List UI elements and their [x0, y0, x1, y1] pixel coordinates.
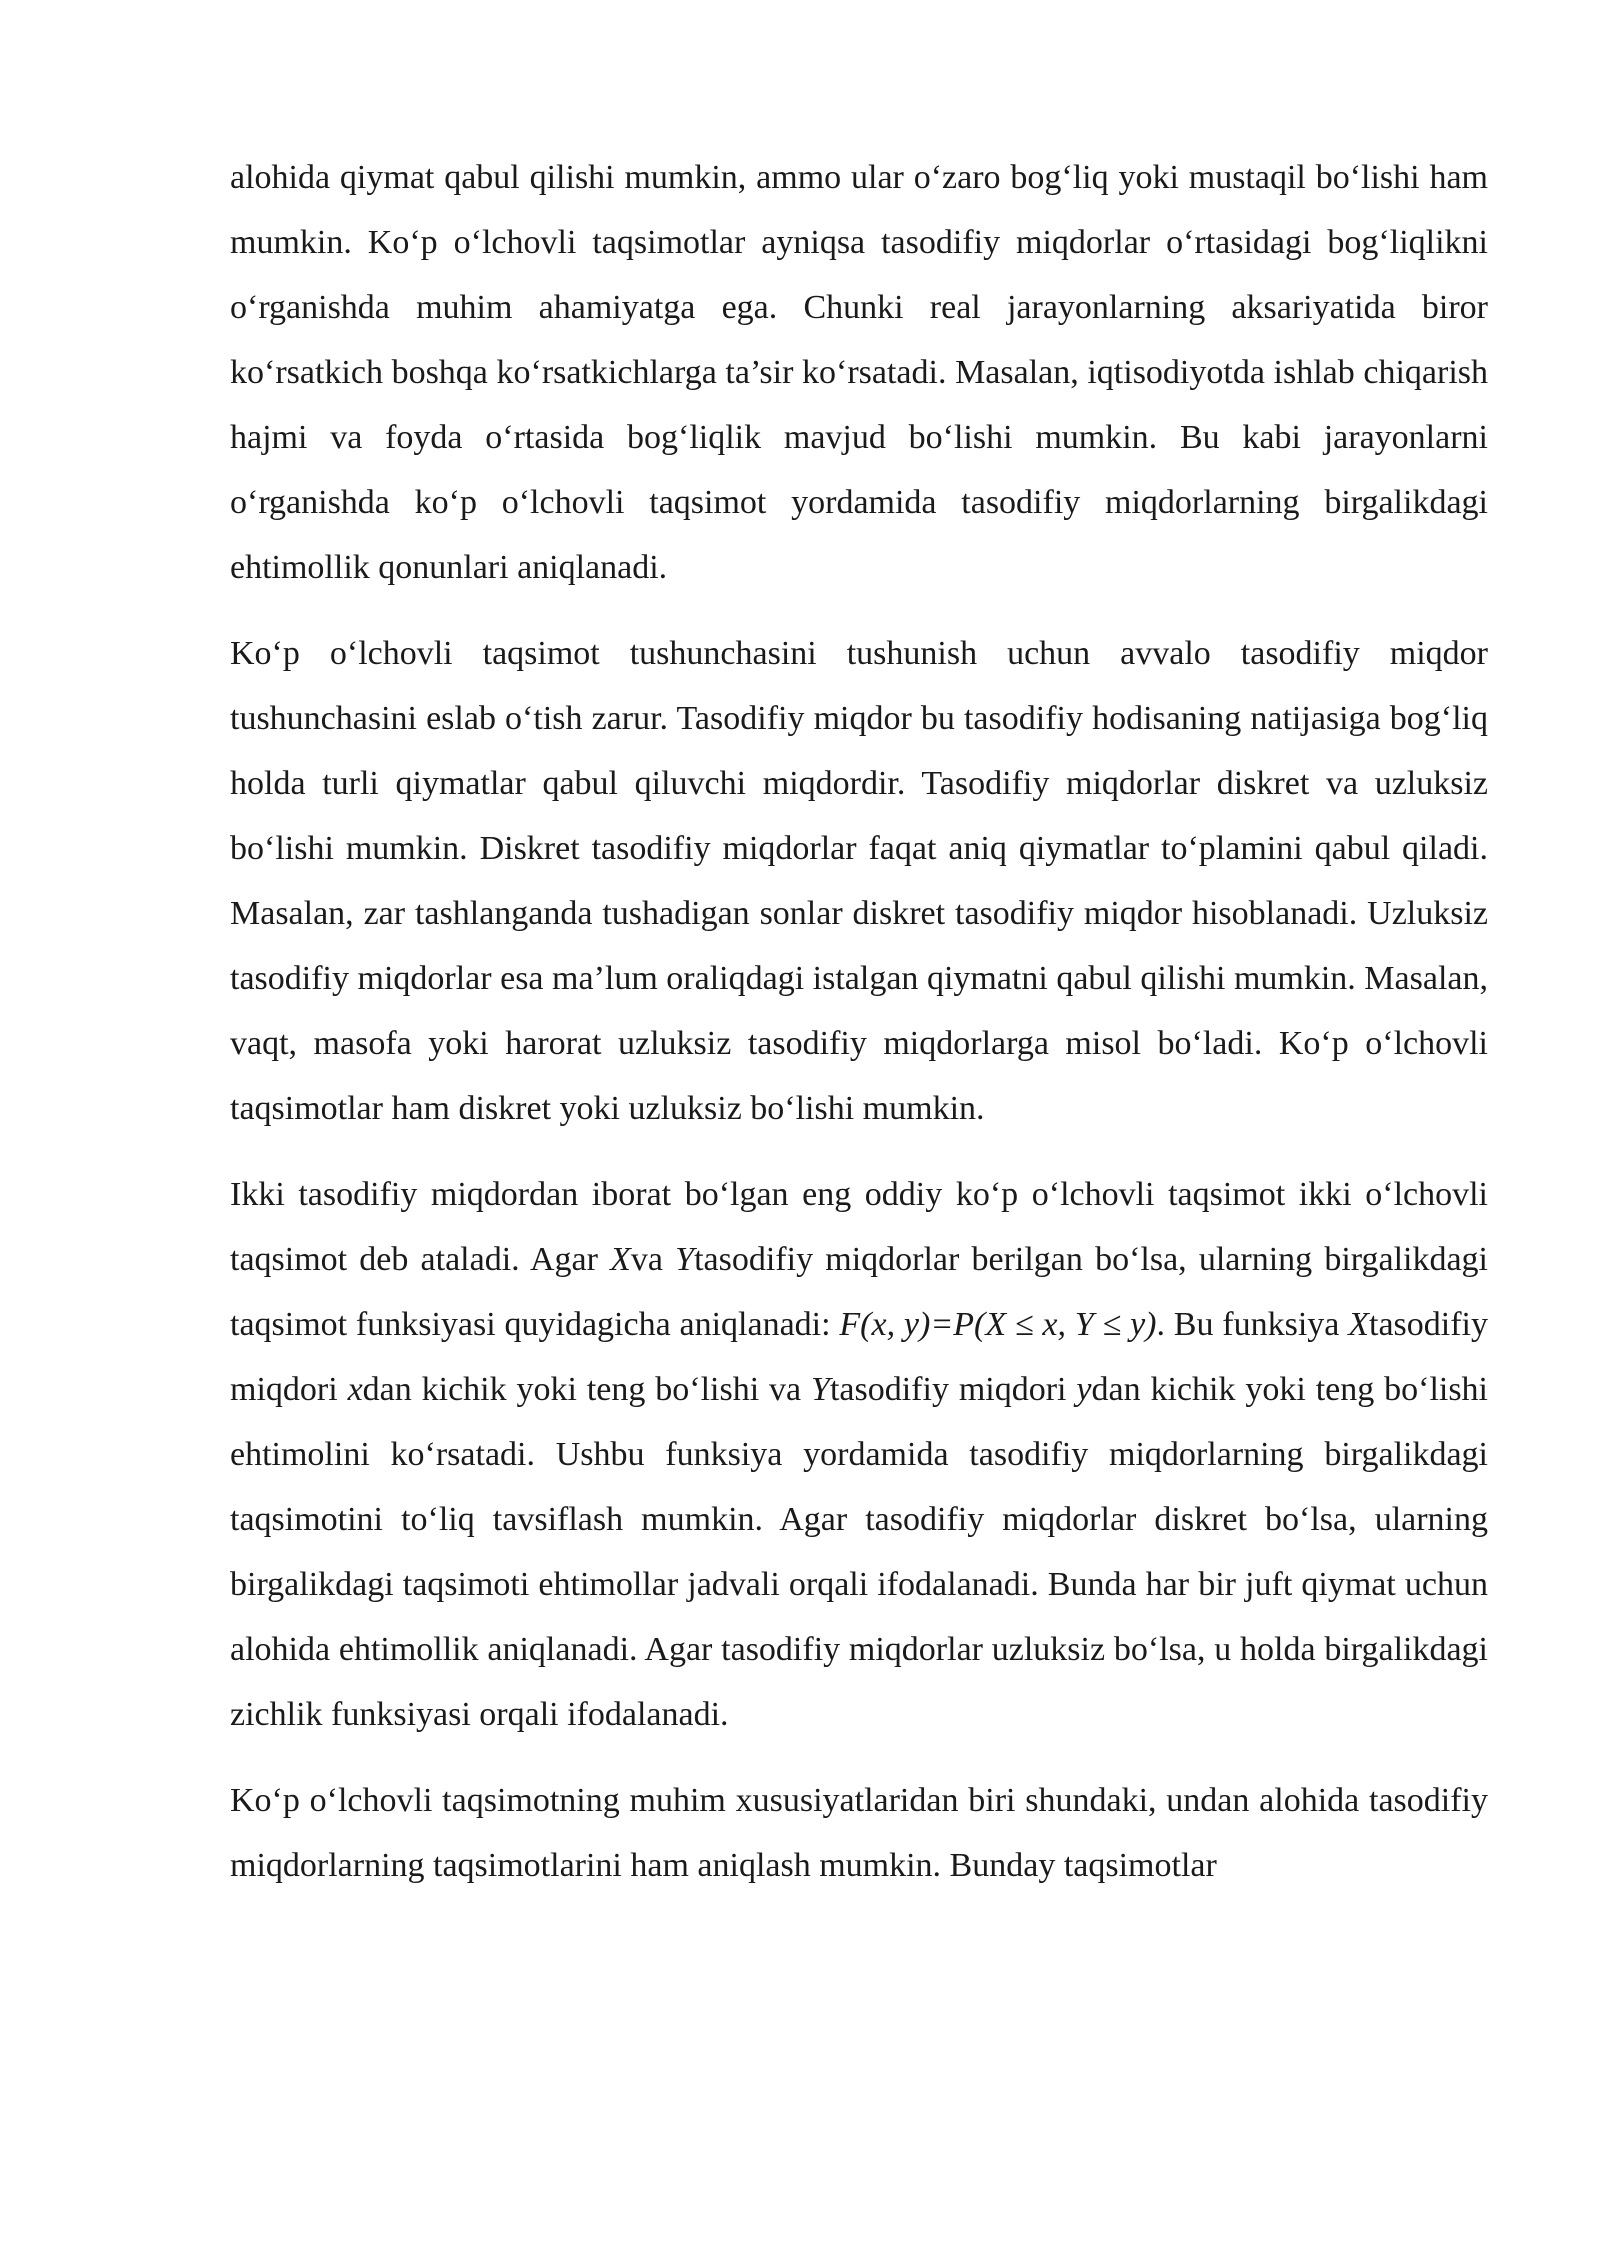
math-variable-Y: Y [811, 1371, 830, 1408]
document-page [230, 145, 1488, 1919]
formula-joint-distribution-function: F(x, y)=P(X ≤ x, Y ≤ y) [839, 1306, 1157, 1343]
paragraph-3-text: dan kichik yoki teng bo‘lishi va [362, 1371, 812, 1408]
paragraph-4: Ko‘p o‘lchovli taqsimotning muhim xususiyatlaridan biri shundaki, undan alohida tasodifiy miqdorlarning taqsimotlarini ham aniqlash mumkin. Bunday taqsimotlar [230, 1782, 1488, 1884]
paragraph-3-text: va [630, 1241, 676, 1278]
math-variable-X: X [1348, 1306, 1370, 1343]
paragraph-3 [230, 1162, 1488, 1747]
paragraph-3-text: dan kichik yoki teng bo‘lishi ehtimolini ko‘rsatadi. Ushbu funksiya yordamida tasodifiy miqdorlarning birgalikdagi taqsimotini to‘liq tavsiflash mumkin. Agar tasodifiy miqdorlar diskret bo‘lsa, ularning birgalikdagi taqsimoti ehtimollar jadvali orqali ifodalanadi. Bunda har bir juft qiymat uchun alohida ehtimollik aniqlanadi. Agar tasodifiy miqdorlar uzluksiz bo‘lsa, u holda birgalikdagi zichlik funksiyasi orqali ifodalanadi. [230, 1371, 1489, 1733]
math-variable-X: X [610, 1241, 631, 1278]
paragraph-2: Ko‘p o‘lchovli taqsimot tushunchasini tushunish uchun avvalo tasodifiy miqdor tushunchasini eslab o‘tish zarur. Tasodifiy miqdor bu tasodifiy hodisaning natijasiga bog‘liq holda turli qiymatlar qabul qiluvchi miqdordir. Tasodifiy miqdorlar diskret va uzluksiz bo‘lishi mumkin. Diskret tasodifiy miqdorlar faqat aniq qiymatlar to‘plamini qabul qiladi. Masalan, zar tashlanganda tushadigan sonlar diskret tasodifiy miqdor hisoblanadi. Uzluksiz tasodifiy miqdorlar esa ma’lum oraliqdagi istalgan qiymatni qabul qilishi mumkin. Masalan, vaqt, masofa yoki harorat uzluksiz tasodifiy miqdorlarga misol bo‘ladi. Ko‘p o‘lchovli taqsimotlar ham diskret yoki uzluksiz bo‘lishi mumkin. [230, 635, 1488, 1127]
paragraph-3-text: Ikki tasodifiy miqdordan iborat bo‘lgan eng oddiy ko‘p o‘lchovli taqsimot ikki o‘lchovli taqsimot deb ataladi. Agar [230, 1176, 1488, 1278]
paragraph-3-text: tasodifiy miqdori [829, 1371, 1077, 1408]
math-variable-Y: Y [675, 1241, 695, 1278]
paragraph-3-text: tasodifiy miqdorlar berilgan bo‘lsa, ularning birgalikdagi taqsimot funksiyasi quyidagicha aniqlanadi: [230, 1241, 1489, 1343]
math-variable-y: y [1076, 1371, 1092, 1408]
math-variable-x: x [347, 1371, 363, 1408]
paragraph-3-text: tasodifiy miqdori [230, 1306, 1488, 1408]
paragraph-1: alohida qiymat qabul qilishi mumkin, ammo ular o‘zaro bog‘liq yoki mustaqil bo‘lishi ham mumkin. Ko‘p o‘lchovli taqsimotlar ayniqsa tasodifiy miqdorlar o‘rtasidagi bog‘liqlikni o‘rganishda muhim ahamiyatga ega. Chunki real jarayonlarning aksariyatida biror ko‘rsatkich boshqa ko‘rsatkichlarga ta’sir ko‘rsatadi. Masalan, iqtisodiyotda ishlab chiqarish hajmi va foyda o‘rtasida bog‘liqlik mavjud bo‘lishi mumkin. Bu kabi jarayonlarni o‘rganishda ko‘p o‘lchovli taqsimot yordamida tasodifiy miqdorlarning birgalikdagi ehtimollik qonunlari aniqlanadi. [230, 159, 1488, 586]
paragraph-3-text: . Bu funksiya [1156, 1306, 1349, 1343]
